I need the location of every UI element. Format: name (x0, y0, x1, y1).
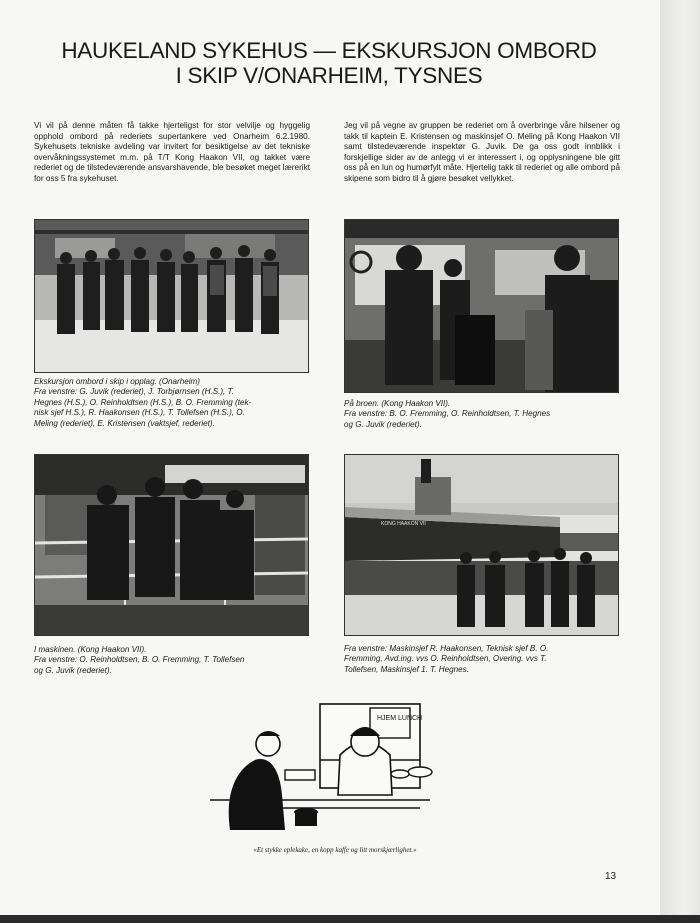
photo-on-the-bridge (344, 219, 619, 393)
caption-line: Fremming, Avd.ing. vvs O. Reinholdtsen, Overing. vvs T. (344, 654, 547, 664)
article-title (34, 38, 624, 88)
cartoon-caption: «Et stykke eplekake, en kopp kaffe og litt morskjærlighet.» (253, 846, 417, 854)
next-page-edge (660, 0, 700, 923)
caption-line: Fra venstre: O. Reinholdtsen, B. O. Fremming, T. Tollefsen (34, 655, 245, 665)
caption-line: og G. Juvik (rederiet). (34, 665, 112, 675)
caption-photo-group-on-deck (34, 377, 314, 429)
intro-paragraph-left: Vi vil på denne måten få takke hjerteligst for stor velvilje og hyggelig opphold ombord på rederiets supertankere ved Onarheim 6.2.1980. Sykehusets tekniske avdeling var invitert for besiktigelse av det tekniske overvåkningssystemet m.m. på T/T Kong Haakon VII, og takket være rederiet og de tilstedeværende ansvarshavende, ble besøket meget lærerikt for oss 5 fra sykehuset. (34, 121, 310, 183)
caption-line: Meling (rederiet), E. Kristensen (vaktsjef, rederiet). (34, 418, 215, 428)
caption-line: Ekskursjon ombord i skip i opplag. (Onarheim) (34, 377, 200, 386)
ship-name-text: KONG HAAKON VII (381, 521, 426, 527)
photo-ship-and-quay (344, 454, 619, 636)
caption-photo-ship-and-quay (344, 644, 632, 675)
title-line-2: I SKIP V/ONARHEIM, TYSNES (175, 63, 483, 88)
caption-line: Fra venstre: G. Juvik (rederiet), J. Torbjørnsen (H.S.), T. (34, 387, 234, 397)
caption-photo-on-the-bridge (344, 399, 624, 430)
caption-line: Tollefsen, Maskinsjef 1. T. Hegnes. (344, 664, 469, 674)
scan-bottom-border (0, 915, 700, 923)
photo-engine-room (34, 454, 309, 636)
page-number: 13 (605, 871, 617, 882)
caption-photo-engine-room (34, 645, 314, 676)
caption-line: og G. Juvik (rederiet). (344, 419, 422, 429)
photo-group-on-deck (34, 219, 309, 373)
caption-line: Fra venstre: Maskinsjef R. Haakonsen, Teknisk sjef B. O. (344, 644, 549, 653)
caption-line: nisk sjef H.S.), R. Haakonsen (H.S.), T. Tollefsen (H.S.), O. (34, 408, 245, 418)
caption-line: Hegnes (H.S.), O. Reinholdtsen (H.S.), B. O. Fremming (tek- (34, 397, 252, 407)
title-line-1: HAUKELAND SYKEHUS — EKSKURSJON OMBORD (61, 38, 597, 63)
caption-line: På broen. (Kong Haakon VII). (344, 399, 451, 408)
caption-line: Fra venstre: B. O. Fremming, O. Reinholdtsen, T. Hegnes (344, 409, 551, 419)
cartoon-sign-text: HJEM LUNCH (377, 715, 423, 722)
intro-paragraph-right: Jeg vil på vegne av gruppen be rederiet om å overbringe våre hilsener og takk til kaptein E. Kristensen og maskinsjef O. Meling på Kong Haakon VII samt tilstedeværende inspektør G. Juvik. De ga oss godt innblikk i forskjellige sider av de anlegg vi er interessert i, og opplysningene ble gitt oss på en lun og humørfylt måte. Hjertelig takk til rederiet og alle ombord på skipene som bidro til å gjøre besøket vellykket. (344, 121, 620, 183)
cartoon-illustration (210, 700, 455, 840)
caption-line: I maskinen. (Kong Haakon VII). (34, 645, 147, 654)
